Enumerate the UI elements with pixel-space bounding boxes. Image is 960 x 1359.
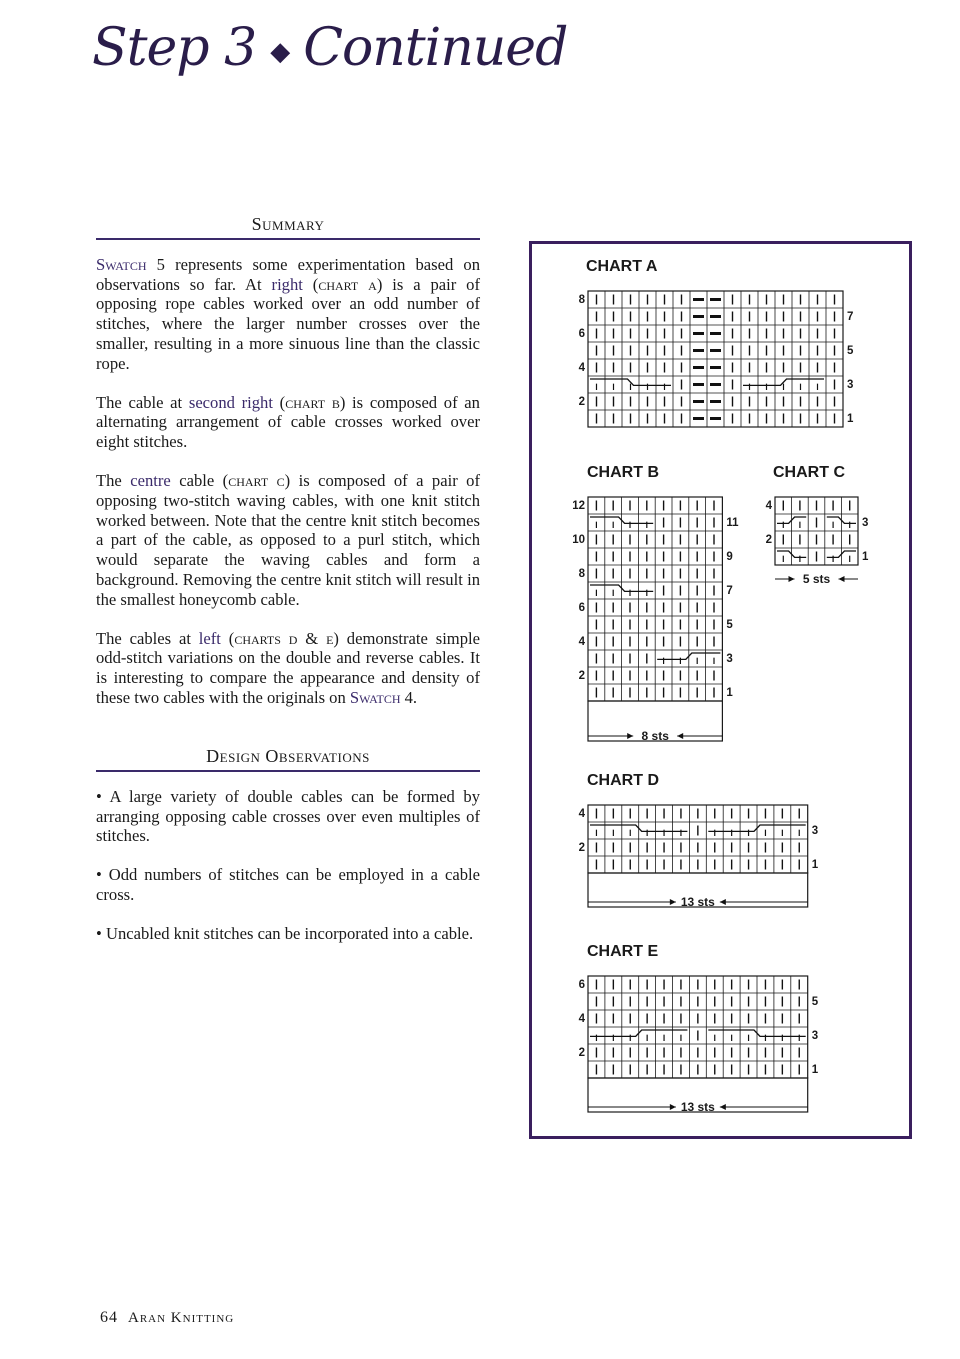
chart-label: CHART B	[587, 464, 659, 481]
row-number-right: 5	[847, 345, 854, 358]
stitch-count-label: 8 sts	[641, 729, 669, 743]
stitch-count-label: 13 sts	[680, 895, 715, 909]
row-number-right: 9	[726, 551, 733, 564]
observation-item: • A large variety of double cables can be formed by arranging opposing cable crosses over even multiples of stitches.	[96, 787, 480, 846]
arrowhead-right	[789, 576, 795, 582]
row-number-right: 3	[811, 1030, 819, 1043]
row-number-right: 7	[847, 311, 854, 324]
book-title: Aran Knitting	[128, 1310, 235, 1326]
row-number-left: 4	[578, 808, 585, 821]
summary-paragraph-1: Swatch 5 represents some experimentation based on observations so far. At right (chart a) is a pair of opposing rope cables worked over an odd number of stitches, where the larger number crosses over the smaller, resulting in a more sinuous line than the classic rope.	[96, 255, 480, 373]
row-number-left: 6	[578, 602, 585, 615]
title-step: Step 3	[92, 18, 257, 78]
row-number-right: 1	[811, 859, 819, 872]
row-number-right: 5	[811, 996, 819, 1009]
row-number-right: 3	[847, 379, 854, 392]
arrowhead-left	[720, 899, 726, 905]
row-number-left: 4	[578, 362, 585, 375]
row-number-left: 8	[578, 294, 585, 307]
row-number-left: 4	[578, 636, 585, 649]
chart-label: CHART C	[773, 464, 845, 481]
row-number-left: 2	[578, 396, 585, 409]
arrowhead-left	[720, 1104, 726, 1110]
row-number-left: 12	[572, 500, 585, 513]
row-number-right: 11	[726, 517, 739, 530]
row-number-left: 10	[572, 534, 585, 547]
row-number-left: 2	[578, 1047, 585, 1060]
row-number-right: 3	[862, 517, 869, 530]
summary-paragraph-2: The cable at second right (chart b) is composed of an alternating arrangement of cable crosses worked over eight stitches.	[96, 392, 480, 452]
summary-heading: Summary	[251, 214, 325, 234]
row-number-right: 3	[726, 653, 733, 666]
row-number-right: 1	[847, 413, 854, 426]
arrowhead-left	[839, 576, 845, 582]
row-number-left: 4	[765, 500, 772, 513]
title-continued: Continued	[303, 18, 568, 78]
row-number-right: 1	[726, 687, 733, 700]
stitch-count-label: 5 sts	[802, 572, 831, 586]
row-number-left: 8	[578, 568, 585, 581]
row-number-right: 5	[726, 619, 733, 632]
row-number-right: 7	[726, 585, 733, 598]
observation-item: • Uncabled knit stitches can be incorporated into a cable.	[96, 923, 474, 943]
arrowhead-right	[670, 1104, 676, 1110]
title-bullet: ◆	[270, 36, 290, 67]
chart-label: CHART A	[586, 258, 658, 275]
stitch-count-label: 13 sts	[680, 1100, 715, 1114]
row-number-left: 6	[578, 328, 585, 341]
arrowhead-right	[627, 733, 633, 739]
arrowhead-left	[677, 733, 683, 739]
observations-heading: Design Observations	[206, 746, 370, 766]
summary-paragraph-3: The centre cable (chart c) is composed of a pair of opposing two-stitch waving cables, with one knit stitch worked between. Note that the centre knit stitch becomes a part of the cable, as opposed to a purl stitch, which would separate the waving cables and form a background. Removing the centre knit stitch will result in the smallest honeycomb cable.	[96, 471, 481, 609]
row-number-right: 1	[862, 551, 869, 564]
row-number-left: 2	[578, 670, 585, 683]
row-number-right: 1	[811, 1064, 819, 1077]
chart-label: CHART D	[587, 772, 659, 789]
summary-paragraph-4: The cables at left (charts d & e) demonstrate simple odd-stitch variations on the double and reverse cables. It is interesting to compare the appearance and density of these two cables with the originals on Swatch 4.	[96, 628, 480, 707]
row-number-left: 6	[578, 979, 585, 992]
row-number-left: 4	[578, 1013, 585, 1026]
page-number: 64	[100, 1309, 118, 1326]
chart-label: CHART E	[587, 943, 659, 960]
observation-item: • Odd numbers of stitches can be employed in a cable cross.	[96, 865, 480, 904]
row-number-left: 2	[765, 534, 772, 547]
row-number-right: 3	[811, 825, 819, 838]
arrowhead-right	[670, 899, 676, 905]
row-number-left: 2	[578, 842, 585, 855]
